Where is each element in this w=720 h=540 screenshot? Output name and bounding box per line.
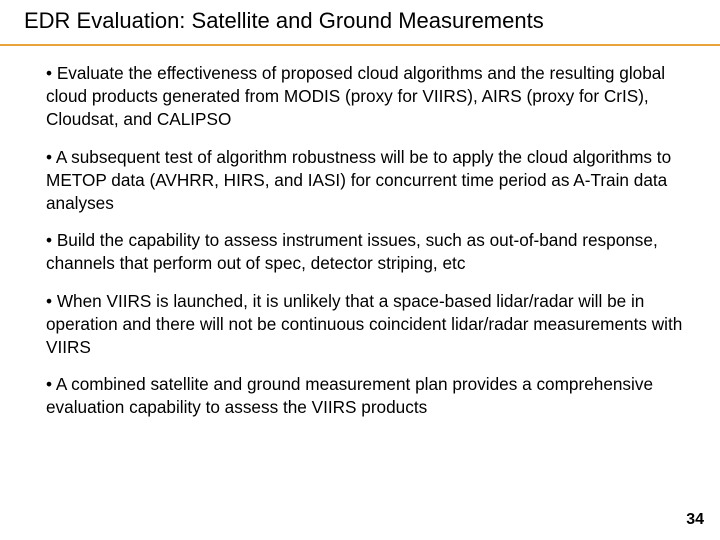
slide-title: EDR Evaluation: Satellite and Ground Measurements bbox=[24, 8, 544, 33]
bullet-item bbox=[46, 229, 696, 275]
title-divider bbox=[0, 44, 720, 46]
bullet-text: Build the capability to assess instrument issues, such as out-of-band response, channels that perform out of spec, detector striping, etc bbox=[46, 230, 658, 274]
bullet-item bbox=[46, 373, 696, 419]
bullet-text: A combined satellite and ground measurement plan provides a comprehensive evaluation capability to assess the VIIRS products bbox=[46, 374, 653, 418]
bullet-item bbox=[46, 62, 696, 132]
bullet-text: Evaluate the effectiveness of proposed cloud algorithms and the resulting global cloud products generated from MODIS (proxy for VIIRS), AIRS (proxy for CrIS), Cloudsat, and CALIPSO bbox=[46, 63, 666, 130]
bullet-marker: • bbox=[46, 63, 53, 83]
page-number: 34 bbox=[686, 511, 704, 528]
bullet-text: A subsequent test of algorithm robustness will be to apply the cloud algorithms to METOP data (AVHRR, HIRS, and IASI) for concurrent time period as A-Train data analyses bbox=[46, 146, 672, 214]
bullet-list bbox=[46, 62, 696, 434]
bullet-marker: • bbox=[46, 230, 53, 251]
bullet-marker: • bbox=[46, 146, 53, 167]
bullet-item bbox=[46, 146, 696, 216]
bullet-item bbox=[46, 290, 696, 360]
bullet-text: When VIIRS is launched, it is unlikely that a space-based lidar/radar will be in operation and there will not be continuous coincident lidar/radar measurements with VIIRS bbox=[46, 290, 683, 358]
bullet-marker: • bbox=[46, 374, 53, 395]
bullet-marker: • bbox=[46, 290, 53, 311]
